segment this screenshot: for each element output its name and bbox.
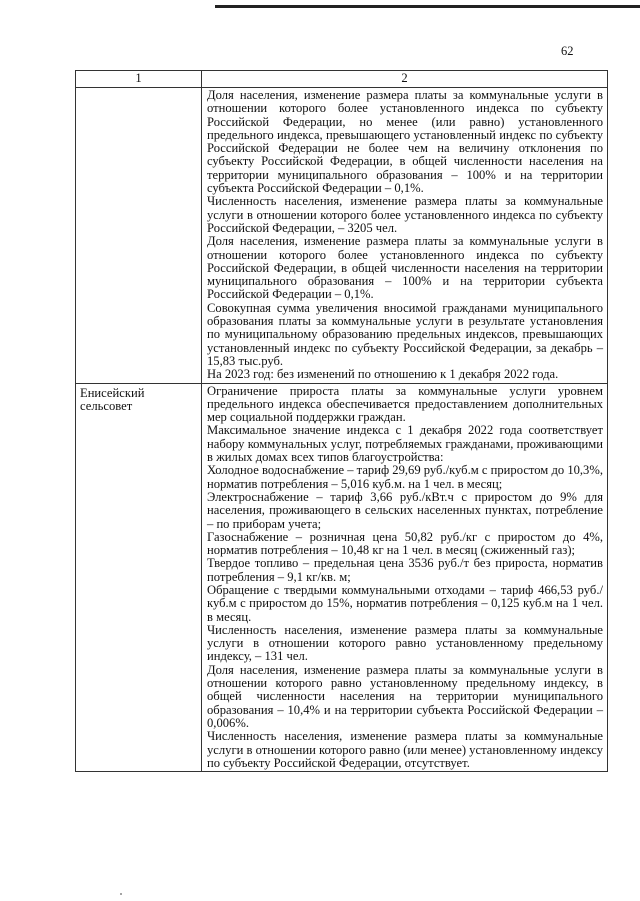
region-cell <box>76 88 202 384</box>
paragraph: Обращение с твердыми коммунальными отходами – тариф 466,53 руб./куб.м с приростом до 15%, норматив потребления – 0,125 куб.м на 1 чел. в месяц. <box>207 582 603 624</box>
paragraph: На 2023 год: без изменений по отношению к 1 декабря 2022 года. <box>207 367 559 382</box>
paragraph: Максимальное значение индекса с 1 декабря 2022 года соответствует набору коммунальных услуг, потребляемых гражданами, проживающими в жилых домах всех типов благоустройства: <box>207 423 603 465</box>
document-table <box>75 70 608 772</box>
paragraph: Доля населения, изменение размера платы за коммунальные услуги в отношении которого равно установленному предельному индексу, в общей численности населения на территории муниципального образования – 10,4% и на территории субъекта Российской Федерации – 0,006%. <box>207 662 603 730</box>
region-cell: Енисейский сельсовет <box>76 383 202 772</box>
paragraph: Численность населения, изменение размера платы за коммунальные услуги в отношении которого равно установленному предельному индексу, – 131 чел. <box>207 622 603 664</box>
paragraph: Доля населения, изменение размера платы за коммунальные услуги в отношении которого более установленного индекса по субъекту Российской Федерации, но менее (или равно) установленного предельного индекса, превышающего установленный индекс по субъекту Российской Федерации не более чем на величину отклонения по субъекту Российской Федерации, в общей численности населения на территории муниципального образования – 100% и на территории субъекта Российской Федерации – 0,1%. <box>207 88 603 196</box>
column-header-2: 2 <box>202 71 608 88</box>
paragraph: Ограничение прироста платы за коммунальные услуги уровнем предельного индекса обеспечивается предоставлением дополнительных мер социальной поддержки граждан. <box>207 383 603 425</box>
paragraph: Твердое топливо – предельная цена 3536 руб./т без прироста, норматив потребления – 9,1 кг/кв. м; <box>207 556 603 584</box>
content-cell <box>202 88 608 384</box>
table-row <box>76 88 608 384</box>
paragraph: Холодное водоснабжение – тариф 29,69 руб./куб.м с приростом до 10,3%, норматив потребления – 5,016 куб.м. на 1 чел. в месяц; <box>207 463 603 491</box>
table-row <box>76 383 608 772</box>
paragraph: Совокупная сумма увеличения вносимой гражданами муниципального образования платы за коммунальные услуги в результате установления по муниципальному образованию предельных индексов, превышающих установленный индекс по субъекту Российской Федерации, за декабрь – 15,83 тыс.руб. <box>207 300 603 368</box>
page-number: 62 <box>561 44 574 58</box>
paragraph: Доля населения, изменение размера платы за коммунальные услуги в отношении которого более установленного индекса по субъекту Российской Федерации, в общей численности населения на территории муниципального образования – 100% и на территории субъекта Российской Федерации – 0,1%. <box>207 234 603 302</box>
table-header-row <box>76 71 608 88</box>
scan-speck <box>120 893 122 895</box>
paragraph: Электроснабжение – тариф 3,66 руб./кВт.ч с приростом до 9% для населения, проживающего в сельских населенных пунктах, потребление – по приборам учета; <box>207 489 603 531</box>
paragraph: Газоснабжение – розничная цена 50,82 руб./кг с приростом до 4%, норматив потребления – 10,48 кг на 1 чел. в месяц (сжиженный газ); <box>207 529 603 558</box>
column-header-1: 1 <box>76 71 202 88</box>
paragraph: Численность населения, изменение размера платы за коммунальные услуги в отношении которого более установленного индекса по субъекту Российской Федерации, – 3205 чел. <box>207 194 603 235</box>
paragraph: Численность населения, изменение размера платы за коммунальные услуги в отношении которого равно (или менее) установленному индексу по субъекту Российской Федерации, отсутствует. <box>207 729 603 770</box>
top-rule <box>215 5 640 8</box>
content-cell <box>202 383 608 772</box>
